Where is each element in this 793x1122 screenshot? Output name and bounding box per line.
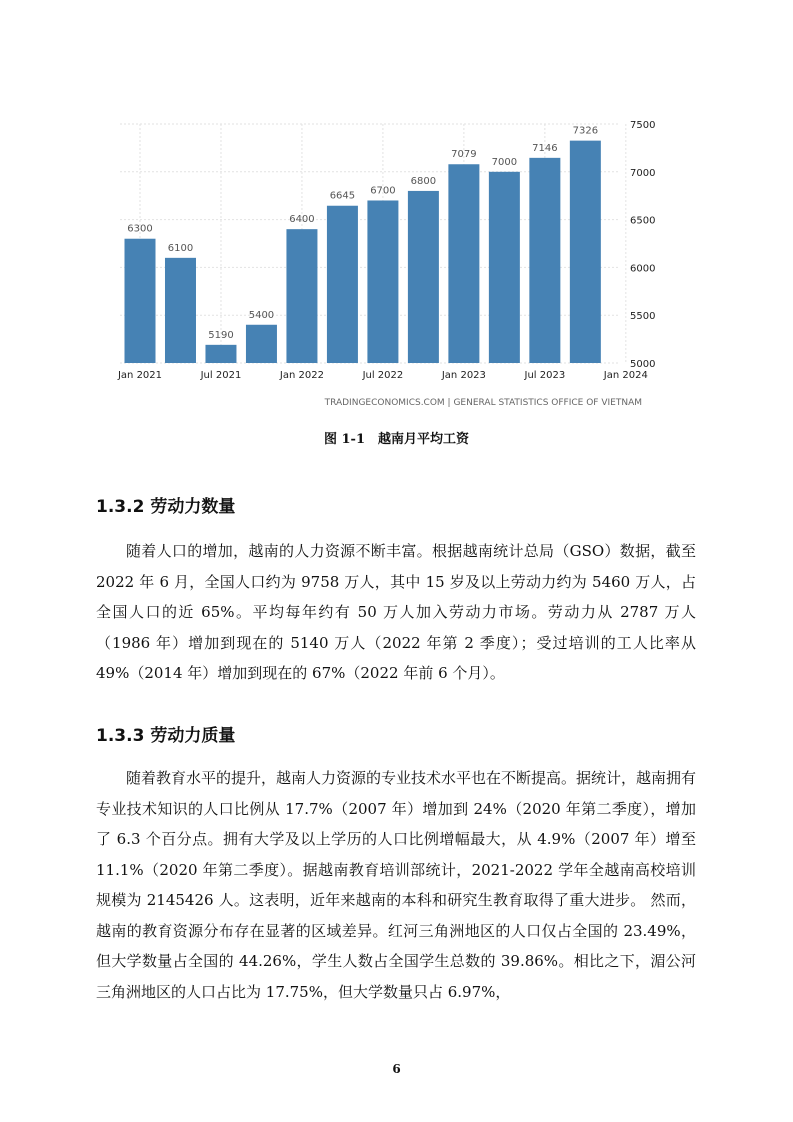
x-tick-label: Jan 2023 bbox=[441, 370, 486, 381]
bar-value-label: 5400 bbox=[248, 309, 275, 321]
bar-value-label: 7146 bbox=[532, 142, 558, 154]
x-tick-label: Jul 2023 bbox=[524, 370, 566, 381]
bar bbox=[489, 172, 520, 363]
x-tick-label: Jul 2022 bbox=[362, 370, 404, 381]
page-number: 6 bbox=[392, 1062, 401, 1076]
bar bbox=[408, 191, 439, 363]
chart-x-ticks bbox=[117, 370, 648, 381]
bar-value-label: 6300 bbox=[127, 223, 153, 235]
section-heading-labor-quantity: 1.3.2 劳动力数量 bbox=[96, 497, 236, 517]
bar bbox=[205, 345, 236, 363]
bar bbox=[448, 164, 479, 363]
x-tick-label: Jan 2021 bbox=[117, 370, 163, 381]
bar bbox=[570, 141, 601, 363]
bar-value-label: 6400 bbox=[289, 214, 315, 226]
section-heading-labor-quality: 1.3.3 劳动力质量 bbox=[96, 726, 236, 746]
bar bbox=[286, 229, 317, 363]
bar-value-label: 7326 bbox=[572, 125, 599, 137]
bar bbox=[246, 325, 277, 363]
bar-value-label: 7079 bbox=[451, 149, 477, 161]
bar-value-label: 6700 bbox=[370, 185, 396, 197]
bar bbox=[367, 200, 398, 363]
y-tick-label: 7500 bbox=[630, 120, 656, 131]
wage-bar-chart bbox=[100, 112, 660, 412]
bar-value-label: 7000 bbox=[491, 156, 518, 168]
y-tick-label: 6500 bbox=[630, 215, 656, 227]
chart-source-text: TRADINGECONOMICS.COM | GENERAL STATISTICS OFFICE OF VIETNAM bbox=[324, 398, 642, 408]
bar-value-label: 6800 bbox=[410, 175, 437, 187]
bar-value-label: 6100 bbox=[167, 242, 194, 254]
y-tick-label: 7000 bbox=[630, 167, 656, 179]
bar bbox=[165, 258, 196, 363]
bar-value-label: 5190 bbox=[208, 329, 234, 341]
x-tick-label: Jul 2021 bbox=[200, 370, 242, 381]
chart-value-labels bbox=[127, 126, 598, 341]
x-tick-label: Jan 2022 bbox=[279, 370, 324, 381]
y-tick-label: 6000 bbox=[630, 263, 656, 275]
paragraph-labor-quantity: 随着人口的增加，越南的人力资源不断丰富。根据越南统计总局（GSO）数据，截至 2022 年 6 月，全国人口约为 9758 万人，其中 15 岁及以上劳动力约为 5460 万人，占全国人口的近 65%。平均每年约有 50 万人加入劳动力市场。劳动力从 2787 万人（1986 年）增加到现在的 5140 万人（2022 年第 2 季度）；受过培训的工人比率从 49%（2014 年）增加到现在的 67%（2022 年前 6 个月）。 bbox=[96, 542, 696, 682]
y-tick-label: 5500 bbox=[630, 311, 656, 323]
bar-value-label: 6645 bbox=[329, 190, 356, 202]
x-tick-label: Jan 2024 bbox=[603, 370, 648, 381]
y-tick-label: 5000 bbox=[630, 359, 656, 370]
paragraph-labor-quality: 随着教育水平的提升，越南人力资源的专业技术水平也在不断提高。据统计，越南拥有专业技术知识的人口比例从 17.7%（2007 年）增加到 24%（2020 年第二季度），增加了 6.3 个百分点。拥有大学及以上学历的人口比例增幅最大，从 4.9%（2007 年）增至 11.1%（2020 年第二季度）。据越南教育培训部统计，2021-2022 学年全越南高校培训规模为 2145426 人。这表明，近年来越南的本科和研究生教育取得了重大进步。 然而，越南的教育资源分布存在显著的区域差异。红河三角洲地区的人口仅占全国的 23.49%，但大学数量占全国的 44.26%，学生人数占全国学生总数的 39.86%。相比之下，湄公河三角洲地区的人口占比为 17.75%，但大学数量只占 6.97%， bbox=[96, 769, 697, 1001]
bar bbox=[327, 206, 358, 363]
chart-bars bbox=[125, 141, 601, 363]
figure-caption: 图 1-1 越南月平均工资 bbox=[323, 432, 469, 447]
bar bbox=[529, 158, 560, 363]
bar bbox=[125, 239, 156, 363]
chart-y-ticks bbox=[630, 120, 655, 370]
